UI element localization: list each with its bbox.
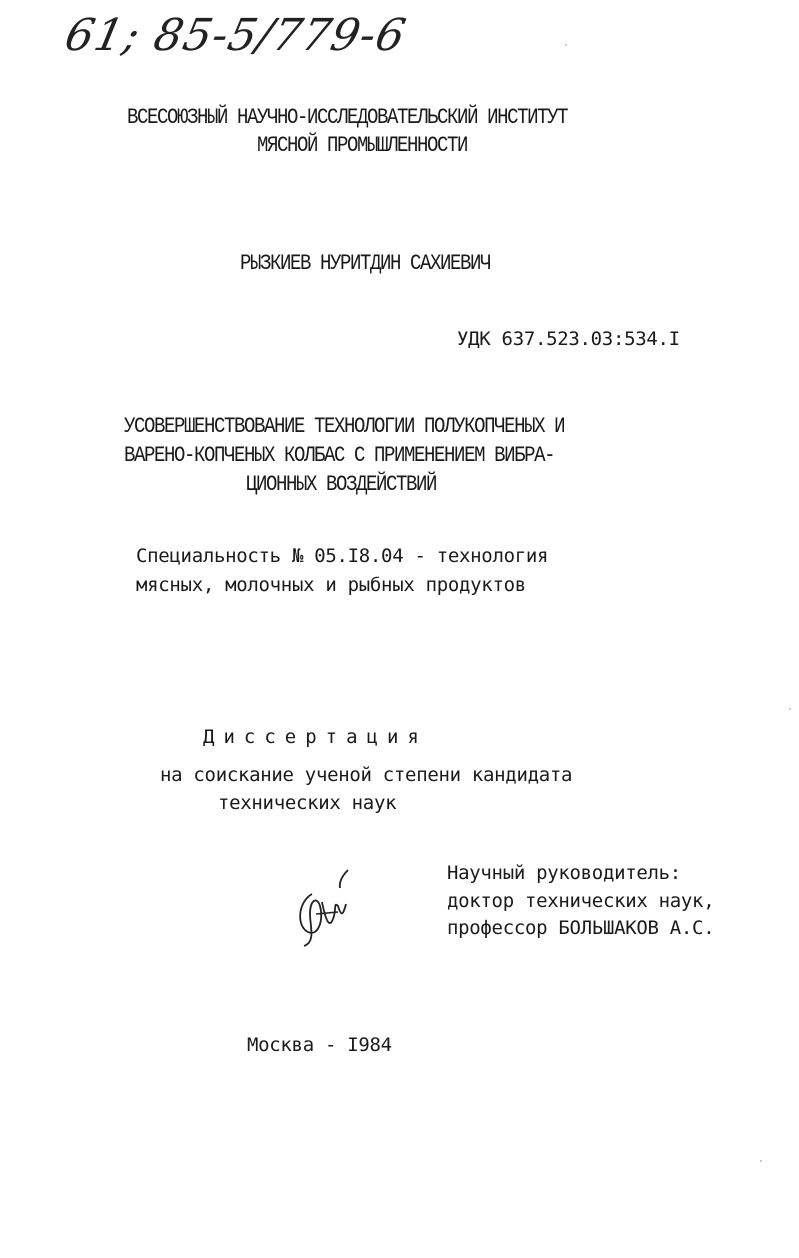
scan-speck xyxy=(760,1160,762,1162)
title-line-2: ВАРЕНО-КОПЧЕНЫХ КОЛБАС С ПРИМЕНЕНИЕМ ВИБРА- xyxy=(124,442,555,468)
archive-number-handwritten: 61; 85-5/779-6 xyxy=(60,10,411,61)
udk-code: УДК 637.523.03:534.I xyxy=(457,328,680,350)
author-name: РЫЗКИЕВ НУРИТДИН САХИЕВИЧ xyxy=(240,250,491,276)
title-line-1: УСОВЕРШЕНСТВОВАНИЕ ТЕХНОЛОГИИ ПОЛУКОПЧЕНЫХ И xyxy=(124,413,565,439)
specialty-line-2: мясных, молочных и рыбных продуктов xyxy=(136,574,526,596)
place-and-year: Москва - I984 xyxy=(247,1034,392,1056)
dissertation-heading: Диссертация xyxy=(203,726,428,748)
specialty-line-1: Специальность № 05.I8.04 - технология xyxy=(136,545,549,567)
dissertation-line-2: технических наук xyxy=(218,792,397,814)
signature-mark xyxy=(290,862,362,948)
institute-line-2: МЯСНОЙ ПРОМЫШЛЕННОСТИ xyxy=(257,132,468,158)
supervisor-line-2: доктор технических наук, xyxy=(447,890,715,912)
institute-line-1: ВСЕСОЮЗНЫЙ НАУЧНО-ИССЛЕДОВАТЕЛЬСКИЙ ИНСТИТУТ xyxy=(127,104,568,130)
supervisor-line-1: Научный руководитель: xyxy=(447,862,681,884)
dissertation-line-1: на соискание ученой степени кандидата xyxy=(160,764,573,786)
scan-speck xyxy=(789,708,791,710)
title-line-3: ЦИОННЫХ ВОЗДЕЙСТВИЙ xyxy=(246,471,437,497)
scan-speck xyxy=(565,44,567,46)
supervisor-line-3: профессор БОЛЬШАКОВ А.С. xyxy=(447,917,715,939)
